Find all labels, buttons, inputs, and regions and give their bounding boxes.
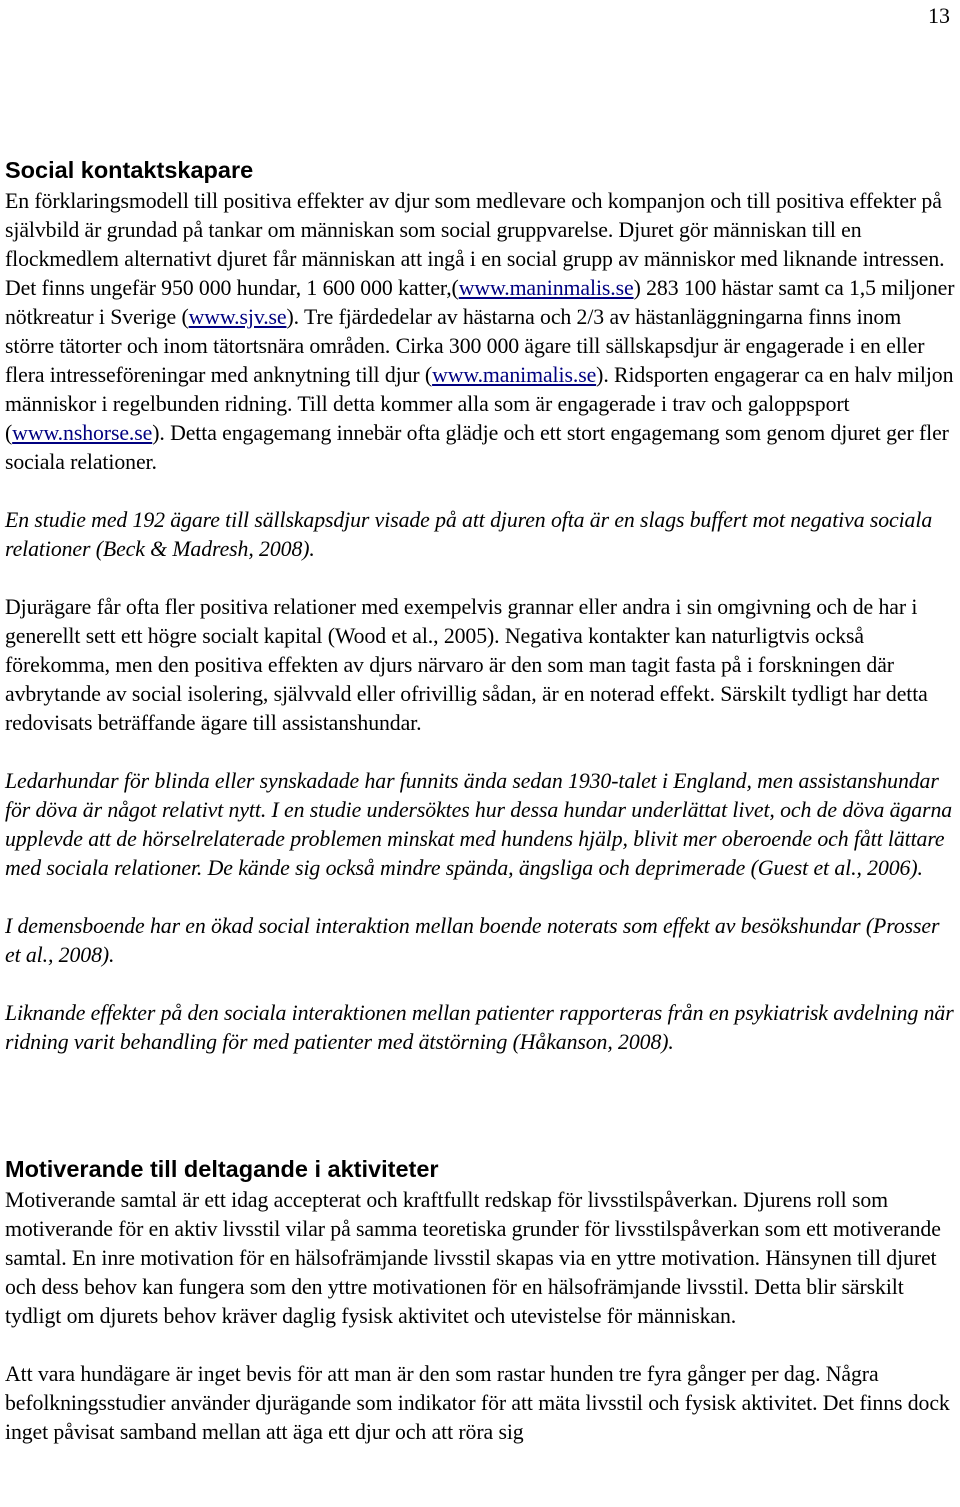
link-nshorse[interactable]: www.nshorse.se: [12, 421, 153, 445]
page-number: 13: [928, 3, 950, 28]
paragraph-assistance-dogs: Ledarhundar för blinda eller synskadade har funnits ända sedan 1930-talet i England, men assistanshundar för döva är något relativt nytt. I en studie undersöktes hur dessa hundar underlättat livet, och de döva ägarna upplevde att de hörselrelaterade problemen minskat med hundens hjälp, blivit mer oberoende och fått lättare med sociala relationer. De kände sig också mindre spända, ängsliga och deprimerade (Guest et al., 2006).: [5, 769, 953, 880]
text-segment: En förklaringsmodell till positiva effekter av djur som medlevare och kompanjon och till positiva effekter på självbild är grundad på tankar om människan som social gruppvarelse. Djuret gör människan till en flockmedlem alternativt djuret får människan att ingå i en social grupp av människor med liknande intressen. Det finns ungefär 950 000 hundar, 1 600 000 katter,(: [5, 189, 945, 300]
document-body: [5, 155, 955, 1447]
link-manimalis[interactable]: www.manimalis.se: [432, 363, 597, 387]
link-maninmalis[interactable]: www.maninmalis.se: [458, 276, 634, 300]
text-segment: ). Ridsporten engagerar ca en halv miljon människor i regelbunden ridning. Till detta kommer alla som är engagerade i trav och galoppsport (: [5, 363, 954, 445]
paragraph-social-capital: Djurägare får ofta fler positiva relationer med exempelvis grannar eller andra i sin omgivning och de har i generellt sett ett högre socialt kapital (Wood et al., 2005). Negativa kontakter kan naturligtvis också förekomma, men den positiva effekten av djurs närvaro är den som man tagit fasta på i forskningen där avbrytande av social isolering, självvald eller ofrivillig sådan, är en noterad effekt. Särskilt tydligt har detta redovisats beträffande ägare till assistanshundar.: [5, 595, 928, 735]
text-segment: ) 283 100 hästar samt ca 1,5 miljoner nötkreatur i Sverige (: [5, 276, 955, 329]
paragraph-dementia: I demensboende har en ökad social interaktion mellan boende noterats som effekt av besökshundar (Prosser et al., 2008).: [5, 914, 940, 967]
paragraph-dog-owners: Att vara hundägare är inget bevis för att man är den som rastar hunden tre fyra gånger per dag. Några befolkningsstudier använder djurägande som indikator för att mäta livsstil och fysisk aktivitet. Det finns dock inget påvisat samband mellan att äga ett djur och att röra sig: [5, 1362, 950, 1444]
text-segment: ). Tre fjärdedelar av hästarna och 2/3 av hästanläggningarna finns inom större tätorter och inom tätortsnära områden. Cirka 300 000 ägare till sällskapsdjur är engagerade i en eller flera intresseföreningar med anknytning till djur (: [5, 305, 925, 387]
paragraph-social-intro: [5, 187, 955, 477]
paragraph-psychiatric: Liknande effekter på den sociala interaktionen mellan patienter rapporteras från en psykiatrisk avdelning när ridning varit behandling för med patienter med ätstörning (Håkanson, 2008).: [5, 1001, 954, 1054]
section-heading-motivation: Motiverande till deltagande i aktiviteter: [5, 1156, 439, 1182]
link-sjv[interactable]: www.sjv.se: [188, 305, 287, 329]
paragraph-beck-study: En studie med 192 ägare till sällskapsdjur visade på att djuren ofta är en slags buffert mot negativa sociala relationer (Beck & Madresh, 2008).: [5, 508, 933, 561]
text-segment: ). Detta engagemang innebär ofta glädje och ett stort engagemang som genom djuret ger fler sociala relationer.: [5, 421, 949, 474]
paragraph-motivation: Motiverande samtal är ett idag accepterat och kraftfullt redskap för livsstilspåverkan. Djurens roll som motiverande för en aktiv livsstil vilar på samma teoretiska grunder för livsstilspåverkan som ett motiverande samtal. En inre motivation för en hälsofrämjande livsstil skapas via en yttre motivation. Hänsynen till djuret och dess behov kan fungera som den yttre motivationen för en hälsofrämjande livsstil. Detta blir särskilt tydligt om djurets behov kräver daglig fysisk aktivitet och utevistelse för människan.: [5, 1188, 941, 1328]
section-heading-social: Social kontaktskapare: [5, 157, 254, 183]
